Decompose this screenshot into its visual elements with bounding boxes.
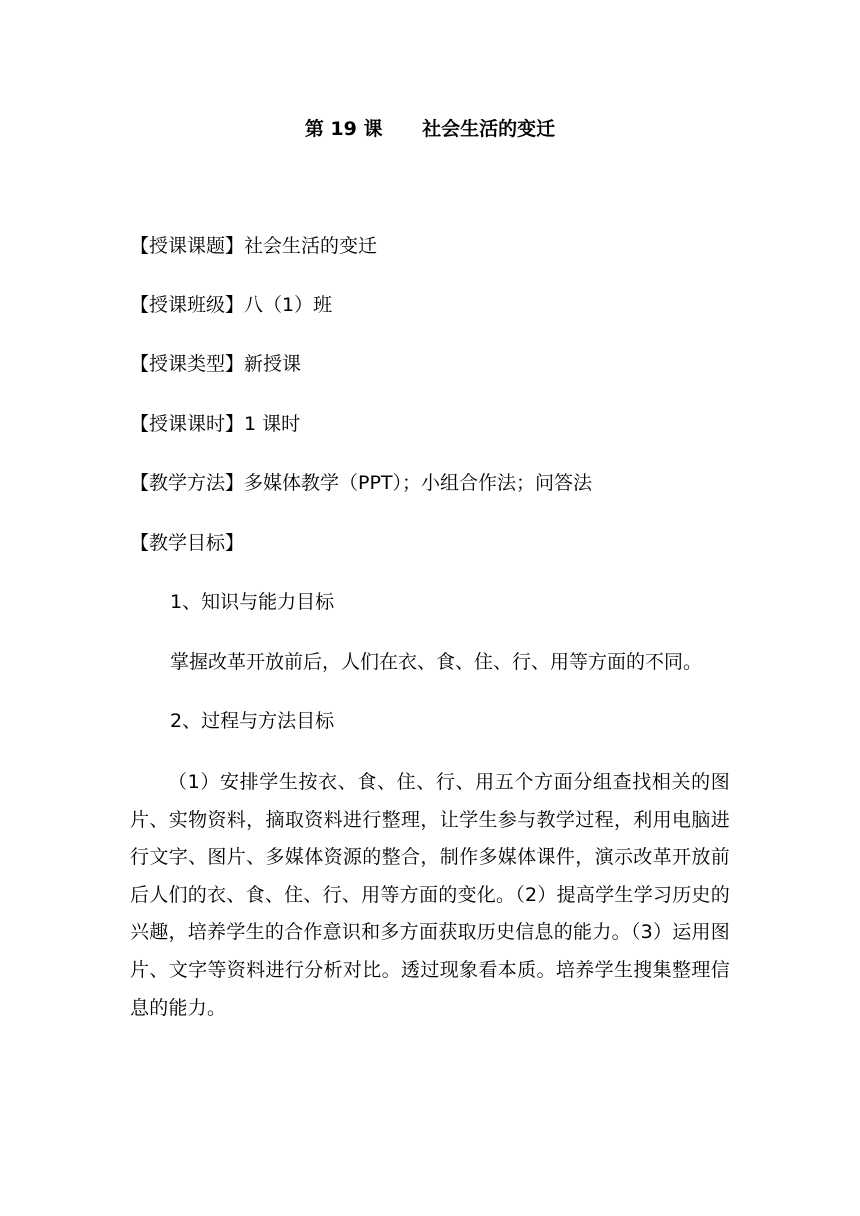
goal1-heading: 1、知识与能力目标 (170, 591, 335, 613)
class-line: 【授课班级】八（1）班 (130, 294, 333, 316)
goal2-heading: 2、过程与方法目标 (170, 710, 335, 732)
goal1-text: 掌握改革开放前后，人们在衣、食、住、行、用等方面的不同。 (170, 651, 703, 673)
lesson-title: 第 19 课 社会生活的变迁 (304, 118, 556, 140)
goal2-paragraph: （1）安排学生按衣、食、住、行、用五个方面分组查找相关的图片、实物资料，摘取资料进行整理，让学生参与教学过程，利用电脑进行文字、图片、多媒体资源的整合，制作多媒体课件，演示改革开放前后人们的衣、食、住、行、用等方面的变化。（2）提高学生学习历史的兴趣，培养学生的合作意识和多方面获取历史信息的能力。（3）运用图片、文字等资料进行分析对比。透过现象看本质。培养学生搜集整理信息的能力。 (130, 771, 730, 1019)
hours-line: 【授课课时】1 课时 (130, 413, 301, 435)
type-line: 【授课类型】新授课 (130, 353, 302, 375)
topic-line: 【授课课题】社会生活的变迁 (130, 235, 378, 257)
method-line: 【教学方法】多媒体教学（PPT）；小组合作法；问答法 (130, 472, 593, 494)
goals-heading: 【教学目标】 (130, 532, 245, 554)
